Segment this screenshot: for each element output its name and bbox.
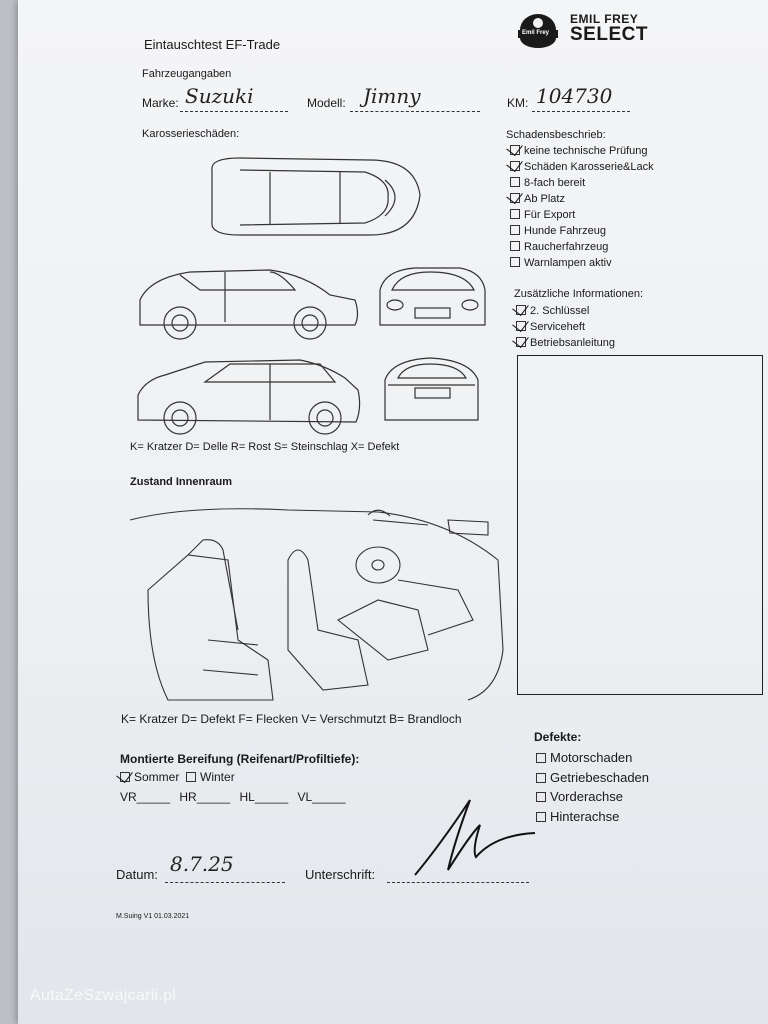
car-side-view-left-icon <box>140 270 358 339</box>
defect-item[interactable] <box>536 768 649 788</box>
make-label: Marke: <box>142 96 179 110</box>
additional-info-item[interactable] <box>516 319 615 335</box>
damage-description-checkbox[interactable] <box>510 161 520 171</box>
damage-description-item[interactable] <box>510 191 654 207</box>
make-value: Suzuki <box>185 84 254 108</box>
defect-item[interactable] <box>536 787 649 807</box>
winter-checkbox[interactable] <box>186 772 196 782</box>
damage-description-title: Schadensbeschrieb: <box>506 129 606 141</box>
damage-description-checkbox[interactable] <box>510 225 520 235</box>
damage-description-item[interactable] <box>510 255 654 271</box>
tire-hl[interactable]: HL_____ <box>239 790 289 804</box>
summer-checkbox[interactable] <box>120 772 130 782</box>
damage-description-label: Schäden Karosserie&Lack <box>524 161 654 173</box>
damage-description-checkbox[interactable] <box>510 145 520 155</box>
interior-title: Zustand Innenraum <box>130 476 233 488</box>
summer-label: Sommer <box>134 770 180 784</box>
damage-description-checkbox[interactable] <box>510 177 520 187</box>
additional-info-item[interactable] <box>516 335 615 351</box>
defect-checkbox[interactable] <box>536 773 546 783</box>
car-rear-view-icon <box>385 358 478 420</box>
defect-checkbox[interactable] <box>536 753 546 763</box>
additional-info-label: 2. Schlüssel <box>530 305 590 317</box>
additional-info-checkbox[interactable] <box>516 337 526 347</box>
body-damage-legend: K= Kratzer D= Delle R= Rost S= Steinschlag X= Defekt <box>130 441 400 453</box>
tire-depth-row <box>120 790 346 804</box>
tire-hr[interactable]: HR_____ <box>179 790 231 804</box>
additional-info-title: Zusätzliche Informationen: <box>514 288 644 300</box>
car-top-view-icon <box>212 158 420 235</box>
damage-description-item[interactable] <box>510 175 654 191</box>
car-side-view-right-icon <box>138 360 360 434</box>
watermark: AutaZeSzwajcarii.pl <box>30 987 177 1004</box>
damage-description-checkbox[interactable] <box>510 241 520 251</box>
car-front-view-icon <box>380 268 485 325</box>
date-label: Datum: <box>116 867 158 882</box>
damage-description-label: Für Export <box>524 209 576 221</box>
defects-title: Defekte: <box>534 730 582 744</box>
car-diagrams <box>130 150 500 440</box>
additional-info-label: Betriebsanleitung <box>530 337 616 349</box>
damage-description-item[interactable] <box>510 207 654 223</box>
damage-description-item[interactable] <box>510 143 654 159</box>
form-title: Eintauschtest EF-Trade <box>144 37 281 52</box>
logo-line1: EMIL FREY <box>570 12 639 26</box>
version-text: M.Suing V1 01.03.2021 <box>116 913 190 920</box>
model-label: Modell: <box>307 96 346 110</box>
additional-info-item[interactable] <box>516 303 615 319</box>
damage-description-label: Ab Platz <box>524 193 565 205</box>
tire-type-row <box>120 770 235 784</box>
additional-info-checkbox[interactable] <box>516 321 526 331</box>
damage-description-checkbox[interactable] <box>510 193 520 203</box>
damage-description-item[interactable] <box>510 239 654 255</box>
interior-legend: K= Kratzer D= Defekt F= Flecken V= Verschmutzt B= Brandloch <box>121 712 462 726</box>
body-damage-title: Karosserieschäden: <box>142 128 240 140</box>
emil-frey-logo <box>516 12 651 53</box>
tire-vr[interactable]: VR_____ <box>120 790 171 804</box>
km-value: 104730 <box>536 84 613 108</box>
date-value: 8.7.25 <box>170 852 234 876</box>
damage-description-item[interactable] <box>510 159 654 175</box>
defect-label: Motorschaden <box>550 750 633 765</box>
handwritten-signature-icon <box>410 795 540 880</box>
damage-description-label: Hunde Fahrzeug <box>524 225 606 237</box>
interior-diagram-icon <box>128 500 508 705</box>
defect-label: Getriebeschaden <box>550 769 650 785</box>
additional-info-label: Serviceheft <box>530 321 586 333</box>
model-value: Jimny <box>363 84 421 108</box>
logo-line2: SELECT <box>570 24 648 45</box>
defect-label: Vorderachse <box>550 789 623 804</box>
damage-description-label: keine technische Prüfung <box>524 145 648 157</box>
additional-info-list <box>516 303 615 351</box>
tires-title: Montierte Bereifung (Reifenart/Profiltiefe): <box>120 752 360 766</box>
tire-vl[interactable]: VL_____ <box>297 790 346 804</box>
damage-description-item[interactable] <box>510 223 654 239</box>
notes-box[interactable] <box>517 355 763 695</box>
defect-item[interactable] <box>536 807 649 827</box>
damage-description-label: Warnlampen aktiv <box>524 257 612 269</box>
winter-label: Winter <box>200 770 235 784</box>
damage-description-list <box>510 143 654 271</box>
vehicle-section-title: Fahrzeugangaben <box>142 68 232 80</box>
logo-badge-text: Emil Frey <box>522 30 550 36</box>
damage-description-checkbox[interactable] <box>510 257 520 267</box>
damage-description-label: 8-fach bereit <box>524 177 586 189</box>
damage-description-checkbox[interactable] <box>510 209 520 219</box>
defects-list <box>536 748 649 826</box>
damage-description-label: Raucherfahrzeug <box>524 241 609 253</box>
km-label: KM: <box>507 96 529 110</box>
additional-info-checkbox[interactable] <box>516 305 526 315</box>
defect-label: Hinterachse <box>550 808 620 824</box>
signature-label: Unterschrift: <box>305 867 376 882</box>
defect-item[interactable] <box>536 748 649 768</box>
